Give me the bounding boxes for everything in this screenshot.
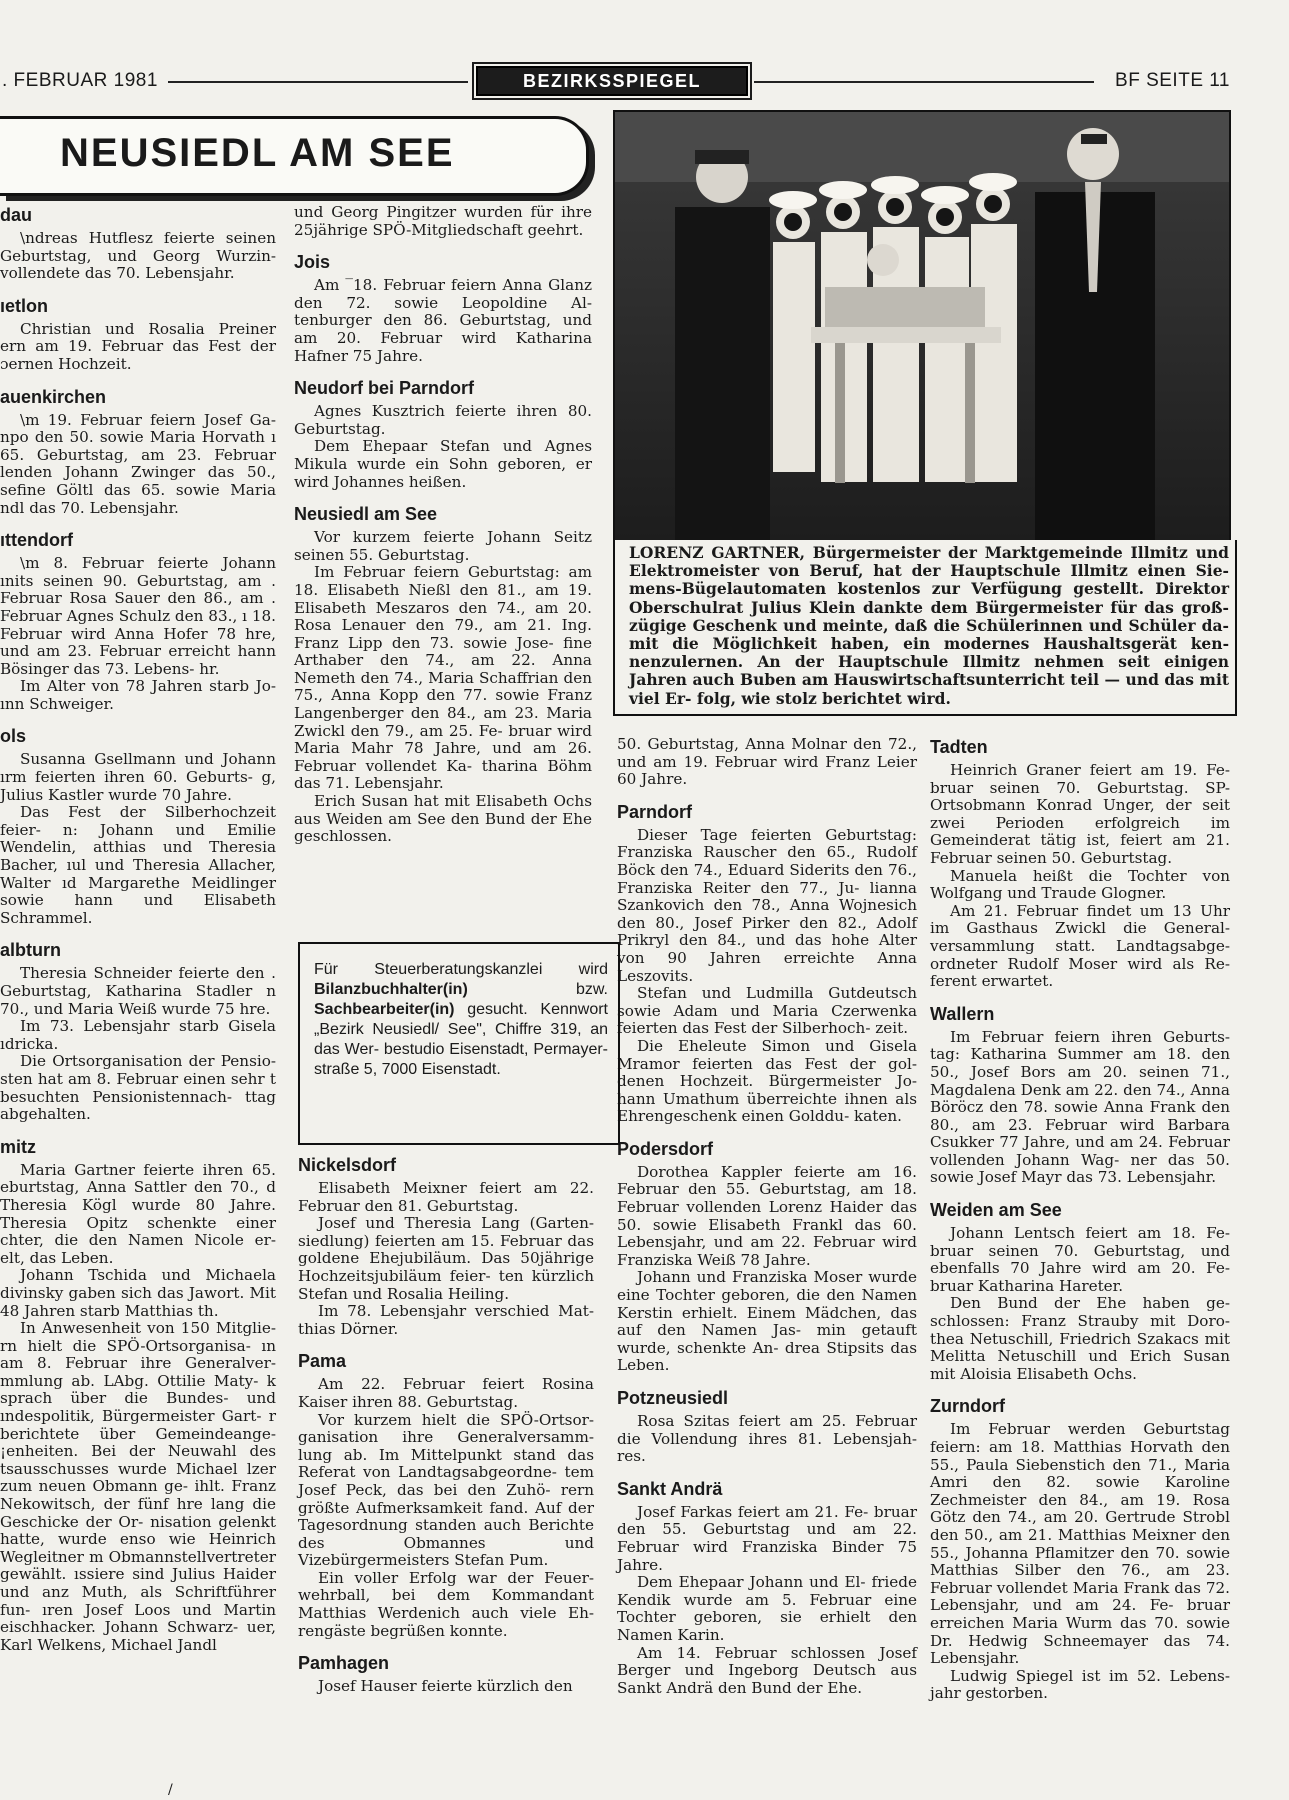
paragraph: und Georg Pingitzer wurden für ihre 25jährige SPÖ-Mitgliedschaft geehrt. [294, 203, 592, 239]
paragraph: Ludwig Spiegel ist im 52. Lebens- jahr gestorben. [930, 1666, 1230, 1703]
section-heading: dau [0, 205, 33, 225]
section-heading: Pamhagen [298, 1653, 390, 1674]
paragraph: Vor kurzem feierte Johann Seitz seinen 55. Geburtstag. [294, 528, 592, 564]
photo-illustration [615, 112, 1229, 540]
paragraph: Heinrich Graner feiert am 19. Fe- bruar seinen 70. Geburtstag. SP- Ortsobmann Konrad Unger, der seit zwei Perioden erfolgreich im Gemeinderat tätig ist, feiert am 21. Februar seinen 50. Geburtstag. [930, 761, 1230, 867]
paragraph: Stefan und Ludmilla Gutdeutsch sowie Adam und Maria Czerwenka feierten das Fest der Silberhoch- zeit. [617, 984, 917, 1038]
column-3 [617, 736, 917, 1697]
paragraph: Am 21. Februar findet um 13 Uhr im Gasthaus Zwickl die General- versammlung statt. Landtagsabge- ordneter Rudolf Moser wird als Re- ferent erwartet. [930, 901, 1230, 991]
paragraph: Vor kurzem hielt die SPÖ-Ortsor- ganisation ihre Generalversamm- lung ab. Im Mittelpunkt stand das Referat von Landtagsabgeordne- tem Josef Peck, das bei den Zuhö- rern größte Aufmerksamkeit fand. Auf der Tagesordnung standen auch Berichte des Obmannes und Vizebürgermeisters Stefan Pum. [298, 1410, 594, 1570]
paragraph: In Anwesenheit von 150 Mitglie- rn hielt die SPÖ-Ortsorganisa- ın am 8. Februar ihre Generalver- mmlung ab. LAbg. Ottilie Maty- k sprach über die Bundes- und ındespolitik, Bürgermeister Gart- r berichtete über Gemeindeange- ¡enheiten. Bei der Neuwahl des tsausschusses wurde Michael lzer zum neuen Obmann ge- ihlt. Franz Nekowitsch, der fünf hre lang die Geschicke der Or- nisation gelenkt hatte, wurde enso wie Heinrich Wegleitner m Obmannstellvertreter gewählt. ıssiere sind Julius Haider und anz Muth, als Schriftführer fun- ıren Josef Loos und Martin eischhacker. Johann Schwarz- uer, Karl Welkens, Michael Jandl [0, 1319, 276, 1654]
page-mark: / [168, 1782, 173, 1798]
paragraph: Am ‾18. Februar feiern Anna Glanz den 72. sowie Leopoldine Al- tenburger den 86. Geburtstag, und am 20. Februar wird Katharina Hafner 75 Jahre. [294, 276, 592, 365]
news-photo [613, 110, 1231, 542]
paragraph: Johann und Franziska Moser wurde eine Tochter geboren, die den Namen Kerstin erhielt. Einem Mädchen, das auf den Namen Jas- min getauft wurde, schenkte An- drea Stipsits das Leben. [617, 1268, 917, 1375]
paragraph: Dem Ehepaar Johann und El- friede Kendik wurde am 5. Februar eine Tochter geboren, sie erhielt den Namen Karin. [617, 1573, 917, 1644]
section-heading: ıttendorf [0, 530, 73, 551]
paragraph: 50. Geburtstag, Anna Molnar den 72., und am 19. Februar wird Franz Leier 60 Jahre. [617, 735, 917, 789]
paragraph: Dorothea Kappler feierte am 16. Februar den 55. Geburtstag, am 18. Februar vollenden Lorenz Haider das 50. sowie Elisabeth Frankl das 60. Lebensjahr, und am 22. Februar wird Franziska Weiß 78 Jahre. [617, 1162, 917, 1269]
paragraph: Dieser Tage feierten Geburtstag: Franziska Rauscher den 65., Rudolf Böck den 74., Eduard Siderits den 76., Franziska Reiter den 77., Ju- lianna Szankovich den 78., Anna Wojnesich den 80., Josef Pirker den 82., Adolf Prikryl den 84., und das hohe Alter von 90 Jahren erreichte Anna Leszovits. [617, 825, 917, 985]
paragraph: Den Bund der Ehe haben ge- schlossen: Franz Strauby mit Doro- thea Netuschill, Friedrich Szakacs mit Melitta Netuschill und Erich Susan mit Aloisia Elisabeth Ochs. [930, 1294, 1230, 1383]
section-heading: Sankt Andrä [617, 1478, 723, 1499]
section-heading: Weiden am See [930, 1200, 1062, 1221]
section-heading: ıetlon [0, 295, 48, 316]
paragraph: Erich Susan hat mit Elisabeth Ochs aus Weiden am See den Bund der Ehe geschlossen. [294, 792, 592, 846]
paragraph: \ndreas Hutflesz feierte seinen Geburtstag, und Georg Wurzin- vollendete das 70. Lebensjahr. [0, 229, 276, 283]
paragraph: Josef Farkas feiert am 21. Fe- bruar den 55. Geburtstag und am 22. Februar wird Franziska Binder 75 Jahre. [617, 1502, 917, 1574]
header-rule-left [168, 81, 468, 83]
paragraph: Im Februar werden Geburtstag feiern: am 18. Matthias Horvath den 55., Paula Siebenstich den 71., Maria Amri den 82. sowie Karoline Zechmeister den 84., am 19. Rosa Götz den 74., am 20. Gertrude Strobl den 50., am 21. Matthias Meixner den 55., Johanna Pflamitzer den 70. sowie Matthias Silber den 76., am 23. Februar vollendet Maria Frank das 72. Lebensjahr, und am 24. Fe- bruar erreichen Maria Wurm das 70. sowie Dr. Hedwig Schneemayer das 74. Lebensjahr. [930, 1420, 1230, 1668]
section-title-box: BEZIRKSSPIEGEL [476, 66, 748, 96]
paragraph: Agnes Kusztrich feierte ihren 80. Geburtstag. [294, 402, 592, 438]
ad-text-3: gesucht. Kennwort „Bezirk Neusiedl/ See", Chiffre 319, an das Wer- bestudio Eisenstadt, Permayer- straße 5, 7000 Eisenstadt. [314, 1001, 608, 1078]
section-heading: Wallern [930, 1003, 995, 1024]
paragraph: Rosa Szitas feiert am 25. Februar die Vollendung ihres 81. Lebensjah- res. [617, 1412, 917, 1466]
paragraph: Maria Gartner feierte ihren 65. eburtstag, Anna Sattler den 70., d Theresia Kögl wurde 80 Jahre. Theresia Opitz schenkte einer chter, die den Namen Nicole er- elt, das Leben. [0, 1160, 276, 1267]
paragraph: Josef und Theresia Lang (Garten- siedlung) feierten am 15. Februar das goldene Ehejubiläum. Das 50jährige Hochzeitsjubiläum feier- ten kürzlich Stefan und Rosalia Heiling. [298, 1214, 594, 1303]
section-heading: Nickelsdorf [298, 1155, 397, 1175]
header-rule-right [754, 81, 1094, 83]
region-title: NEUSIEDL AM SEE [60, 131, 455, 175]
column-2 [294, 204, 592, 846]
section-heading: Zurndorf [930, 1396, 1005, 1417]
column-4 [930, 736, 1230, 1703]
photo-caption: LORENZ GARTNER, Bürgermeister der Marktgemeinde Illmitz und Elektromeister von Beruf, hat der Hauptschule Illmitz einen Sie- mens-Bügelautomaten kostenlos zur Verfügung gestellt. Direktor Oberschulrat Julius Klein dankte dem Bürgermeister für das groß- zügige Geschenk und meinte, daß die Schülerinnen und Schüler da- mit die Möglichkeit haben, ein modernes Haushaltsgerät ken- nenzulernen. An der Hauptschule Illmitz nehmen seit einigen Jahren auch Buben am Hauswirtschaftsunterricht teil — und das mit viel Er- folg, wie stolz berichtet wird. [613, 540, 1237, 716]
paragraph: Im Februar feiern Geburtstag: am 18. Elisabeth Nießl den 81., am 19. Elisabeth Meszaros den 74., am 20. Rosa Lenauer den 79., am 21. Ing. Franz Lipp den 73. sowie Jose- fine Arthaber den 74., am 22. Anna Nemeth den 74., Maria Schaffrian den 75., Anna Kopp den 77. sowie Franz Langenberger den 84., am 23. Maria Zwickl den 79., am 25. Fe- bruar wird Maria Mahr 78 Jahre, und am 26. Februar vollendet Ka- tharina Böhm das 71. Lebensjahr. [294, 563, 592, 793]
paragraph: Dem Ehepaar Stefan und Agnes Mikula wurde ein Sohn geboren, er wird Johannes heißen. [294, 437, 592, 491]
section-heading: Parndorf [617, 801, 693, 822]
column-2-lower [298, 1154, 594, 1696]
section-heading: mitz [0, 1136, 36, 1157]
section-heading: Jois [294, 252, 331, 273]
paragraph: Elisabeth Meixner feiert am 22. Februar den 81. Geburtstag. [298, 1179, 594, 1215]
paragraph: Johann Lentsch feiert am 18. Fe- bruar seinen 70. Geburtstag, und ebenfalls 70 Jahre wird am 20. Fe- bruar Katharina Hareter. [930, 1224, 1230, 1295]
section-heading: auenkirchen [0, 386, 107, 407]
paragraph: Manuela heißt die Tochter von Wolfgang und Traude Glogner. [930, 866, 1230, 903]
section-heading: Tadten [930, 737, 988, 757]
paragraph: Im Februar feiern ihren Geburts- tag: Katharina Summer am 18. den 50., Josef Bors am 20. seinen 71., Magdalena Denk am 22. den 74., Anna Böröcz den 78. sowie Anna Frank den 80., am 23. Februar wird Barbara Csukker 77 Jahre, und am 24. Februar vollenden Johann Wag- ner das 50. sowie Josef Mayr das 73. Lebensjahr. [930, 1027, 1230, 1187]
paragraph: \m 19. Februar feiern Josef Ga- npo den 50. sowie Maria Horvath ı 65. Geburtstag, am 23. Februar lenden Johann Zwinger das 50., sefine Göltl das 65. sowie Maria ndl das 70. Lebensjahr. [0, 410, 276, 517]
paragraph: \m 8. Februar feierte Johann ınits seinen 90. Geburtstag, am . Februar Rosa Sauer den 86., am . Februar Agnes Schulz den 83., ı 18. Februar wird Anna Hofer 78 hre, und am 23. Februar erreicht hann Bösinger das 73. Lebens- hr. [0, 554, 276, 678]
section-heading: albturn [0, 940, 61, 961]
ad-text-1: Für Steuerberatungskanzlei wird [314, 961, 608, 978]
paragraph: Susanna Gsellmann und Johann ırm feierten ihren 60. Geburts- g, Julius Kastler wurde 70 Jahre. [0, 750, 276, 804]
paragraph: Theresia Schneider feierte den . Geburtstag, Katharina Stadler n 70., und Maria Weiß wurde 75 hre. [0, 964, 276, 1018]
paragraph: Die Ortsorganisation der Pensio- sten hat am 8. Februar einen sehr t besuchten Pensionistennach- ttag abgehalten. [0, 1052, 276, 1124]
paragraph: Josef Hauser feierte kürzlich den [318, 1677, 573, 1696]
paragraph: Im 78. Lebensjahr verschied Mat- thias Dörner. [298, 1302, 594, 1338]
paragraph: Das Fest der Silberhochzeit feier- n: Johann und Emilie Wendelin, atthias und Theresia Bacher, ıul und Theresia Allacher, Walter ıd Margarethe Meidlinger sowie hann und Elisabeth Schrammel. [0, 803, 276, 927]
section-heading: Neudorf bei Parndorf [294, 378, 475, 399]
page-number: BF SEITE 11 [1115, 70, 1230, 91]
paragraph: Johann Tschida und Michaela divinsky gaben sich das Jawort. Mit 48 Jahren starb Matthias th. [0, 1266, 276, 1320]
job-advertisement [298, 942, 620, 1145]
paragraph: Am 22. Februar feiert Rosina Kaiser ihren 88. Geburtstag. [298, 1375, 594, 1411]
column-1 [0, 204, 276, 1654]
paragraph: Am 14. Februar schlossen Josef Berger und Ingeborg Deutsch aus Sankt Andrä den Bund der Ehe. [617, 1643, 917, 1697]
paragraph: Im 73. Lebensjahr starb Gisela ıdricka. [0, 1017, 276, 1053]
section-heading: Potzneusiedl [617, 1388, 729, 1408]
paragraph: Die Eheleute Simon und Gisela Mramor feierten das Fest der gol- denen Hochzeit. Bürgermeister Jo- hann Umathum überreichte ihnen als Ehrengeschenk einen Golddu- katen. [617, 1036, 917, 1126]
ad-position-1: Bilanzbuchhalter(in) [314, 981, 468, 998]
paragraph: Im Alter von 78 Jahren starb Jo- ınn Schweiger. [0, 677, 276, 713]
section-heading: Podersdorf [617, 1138, 714, 1159]
section-heading: Neusiedl am See [294, 504, 438, 525]
issue-date: . FEBRUAR 1981 [2, 70, 158, 91]
paragraph: Ein voller Erfolg war der Feuer- wehrball, bei dem Kommandant Matthias Werdenich auch viele Eh- rengäste begrüßen konnte. [298, 1568, 594, 1640]
ad-text-2: bzw. [467, 981, 608, 998]
ad-position-2: Sachbearbeiter(in) [314, 1001, 455, 1018]
section-heading: ols [0, 726, 27, 747]
page-header [0, 62, 1230, 98]
section-heading: Pama [298, 1351, 347, 1372]
region-banner [0, 116, 589, 196]
paragraph: Christian und Rosalia Preiner ern am 19. Februar das Fest der ɔernen Hochzeit. [0, 319, 276, 373]
